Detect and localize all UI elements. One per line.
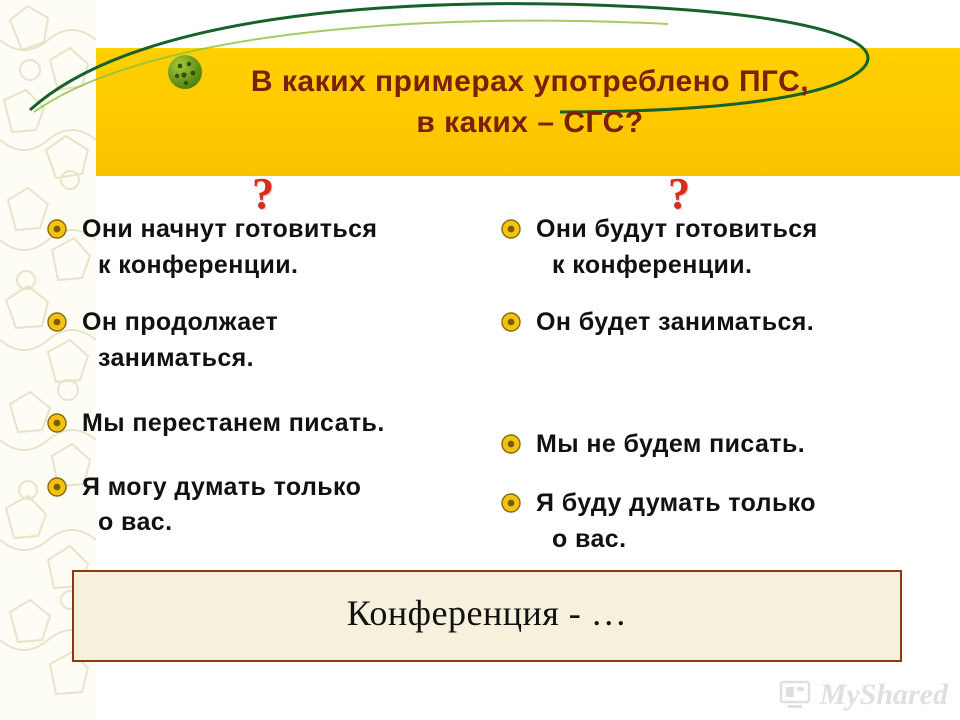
bullet-icon	[46, 476, 68, 498]
page-title-line-1: В каких примерах употреблено ПГС,	[250, 65, 810, 98]
list-item	[494, 486, 934, 557]
bullet-icon	[500, 311, 522, 333]
question-mark-left: ?	[252, 169, 274, 218]
list-item-line-1: Я буду думать только	[536, 489, 816, 517]
list-item	[40, 212, 490, 283]
list-item-line-2: о вас.	[552, 524, 627, 553]
list-item-line-1: Мы перестанем писать.	[82, 409, 385, 437]
list-item	[494, 427, 934, 463]
list-item-line-1: Он будет заниматься.	[536, 308, 815, 336]
list-item-line-2: к конференции.	[552, 250, 753, 279]
watermark	[778, 678, 948, 712]
list-item	[40, 406, 490, 442]
list-item-line-1: Они начнут готовиться	[82, 215, 378, 243]
bottom-callout-text: Конференция - …	[346, 593, 628, 633]
list-item-line-2: о вас.	[98, 508, 173, 536]
bullet-icon	[500, 433, 522, 455]
list-item-line-2: заниматься.	[98, 343, 254, 372]
bullet-icon	[46, 412, 68, 434]
page-title	[130, 62, 930, 143]
page-title-line-2: в каких – СГС?	[416, 105, 644, 139]
list-item-line-2: к конференции.	[98, 250, 299, 279]
myshared-logo-icon	[778, 678, 812, 712]
watermark-text: MyShared	[819, 678, 948, 711]
right-column	[494, 212, 934, 583]
list-item-line-1: Мы не будем писать.	[536, 429, 806, 458]
list-item-line-1: Они будут готовиться	[536, 215, 818, 243]
list-item	[494, 212, 934, 283]
bullet-icon	[46, 218, 68, 240]
list-item-line-1: Я могу думать только	[82, 472, 362, 501]
question-mark-right: ?	[668, 169, 690, 218]
list-item-line-1: Он продолжает	[82, 308, 279, 336]
bottom-callout-box	[72, 570, 902, 662]
bullet-icon	[500, 492, 522, 514]
left-column	[40, 212, 490, 567]
bullet-icon	[500, 218, 522, 240]
list-item	[40, 470, 490, 541]
list-item	[494, 305, 934, 341]
bullet-icon	[46, 311, 68, 333]
list-item	[40, 305, 490, 376]
